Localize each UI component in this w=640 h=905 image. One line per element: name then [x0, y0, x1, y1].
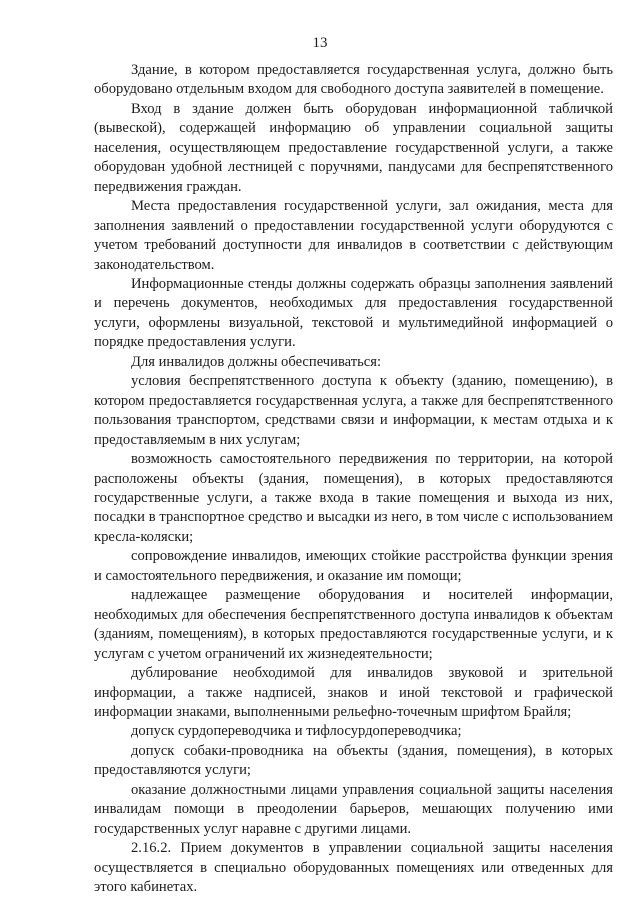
list-item: дублирование необходимой для инвалидов звуковой и зрительной информации, а также надписей, знаков и иной текстовой и графической информации знаками, выполненными рельефно-точечным шрифтом Брайля; [94, 665, 613, 720]
document-body [94, 61, 613, 897]
list-item: оказание должностными лицами управления социальной защиты населения инвалидам помощи в преодолении барьеров, мешающих получению ими государственных услуг наравне с другими лицами. [94, 781, 613, 837]
paragraph: 2.16.2. Прием документов в управлении социальной защиты населения осуществляется в специально оборудованных помещениях или отведенных для этого кабинетах. [94, 840, 613, 896]
paragraph: Информационные стенды должны содержать образцы заполнения заявлений и перечень документов, необходимых для предоставления государственной услуги, оформлены визуальной, текстовой и мультимедийной информацией о порядке предоставления услуги. [94, 275, 613, 351]
paragraph: Вход в здание должен быть оборудован информационной табличкой (вывеской), содержащей информацию об управлении социальной защиты населения, осуществляющем предоставление государственной услуги, а также оборудован удобной лестницей с поручнями, пандусами для беспрепятственного передвижения граждан. [94, 100, 613, 195]
paragraph: Здание, в котором предоставляется государственная услуга, должно быть оборудовано отдельным входом для свободного доступа заявителей в помещение. [94, 62, 613, 98]
list-item: допуск собаки-проводника на объекты (здания, помещения), в которых предоставляются услуги; [94, 742, 613, 779]
list-item: сопровождение инвалидов, имеющих стойкие расстройства функции зрения и самостоятельного передвижения, и оказание им помощи; [94, 548, 613, 584]
paragraph: Места предоставления государственной услуги, зал ожидания, места для заполнения заявлений о предоставлении государственной услуги оборудуются с учетом требований доступности для инвалидов в соответствии с действующим законодательством. [94, 198, 613, 273]
list-item: допуск сурдопереводчика и тифлосурдопереводчика; [131, 723, 462, 740]
list-item: условия беспрепятственного доступа к объекту (зданию, помещению), в котором предоставляется государственная услуга, а также для беспрепятственного пользования транспортом, средствами связи и информации, к местам отдыха и к предоставляемым в них услугам; [94, 373, 613, 448]
list-item: надлежащее размещение оборудования и носителей информации, необходимых для обеспечения беспрепятственного доступа инвалидов к объектам (зданиям, помещениям), в которых предоставляются государственные услуги, и к услугам с учетом ограничений их жизнедеятельности; [94, 587, 613, 662]
page-number: 13 [312, 35, 328, 51]
list-item: возможность самостоятельного передвижения по территории, на которой расположены объекты (здания, помещения), в которых предоставляются государственные услуги, а также входа в такие помещения и выхода из них, посадки в транспортное средство и высадки из него, в том числе с использованием кресла-коляски; [94, 451, 613, 545]
paragraph: Для инвалидов должны обеспечиваться: [131, 353, 382, 370]
